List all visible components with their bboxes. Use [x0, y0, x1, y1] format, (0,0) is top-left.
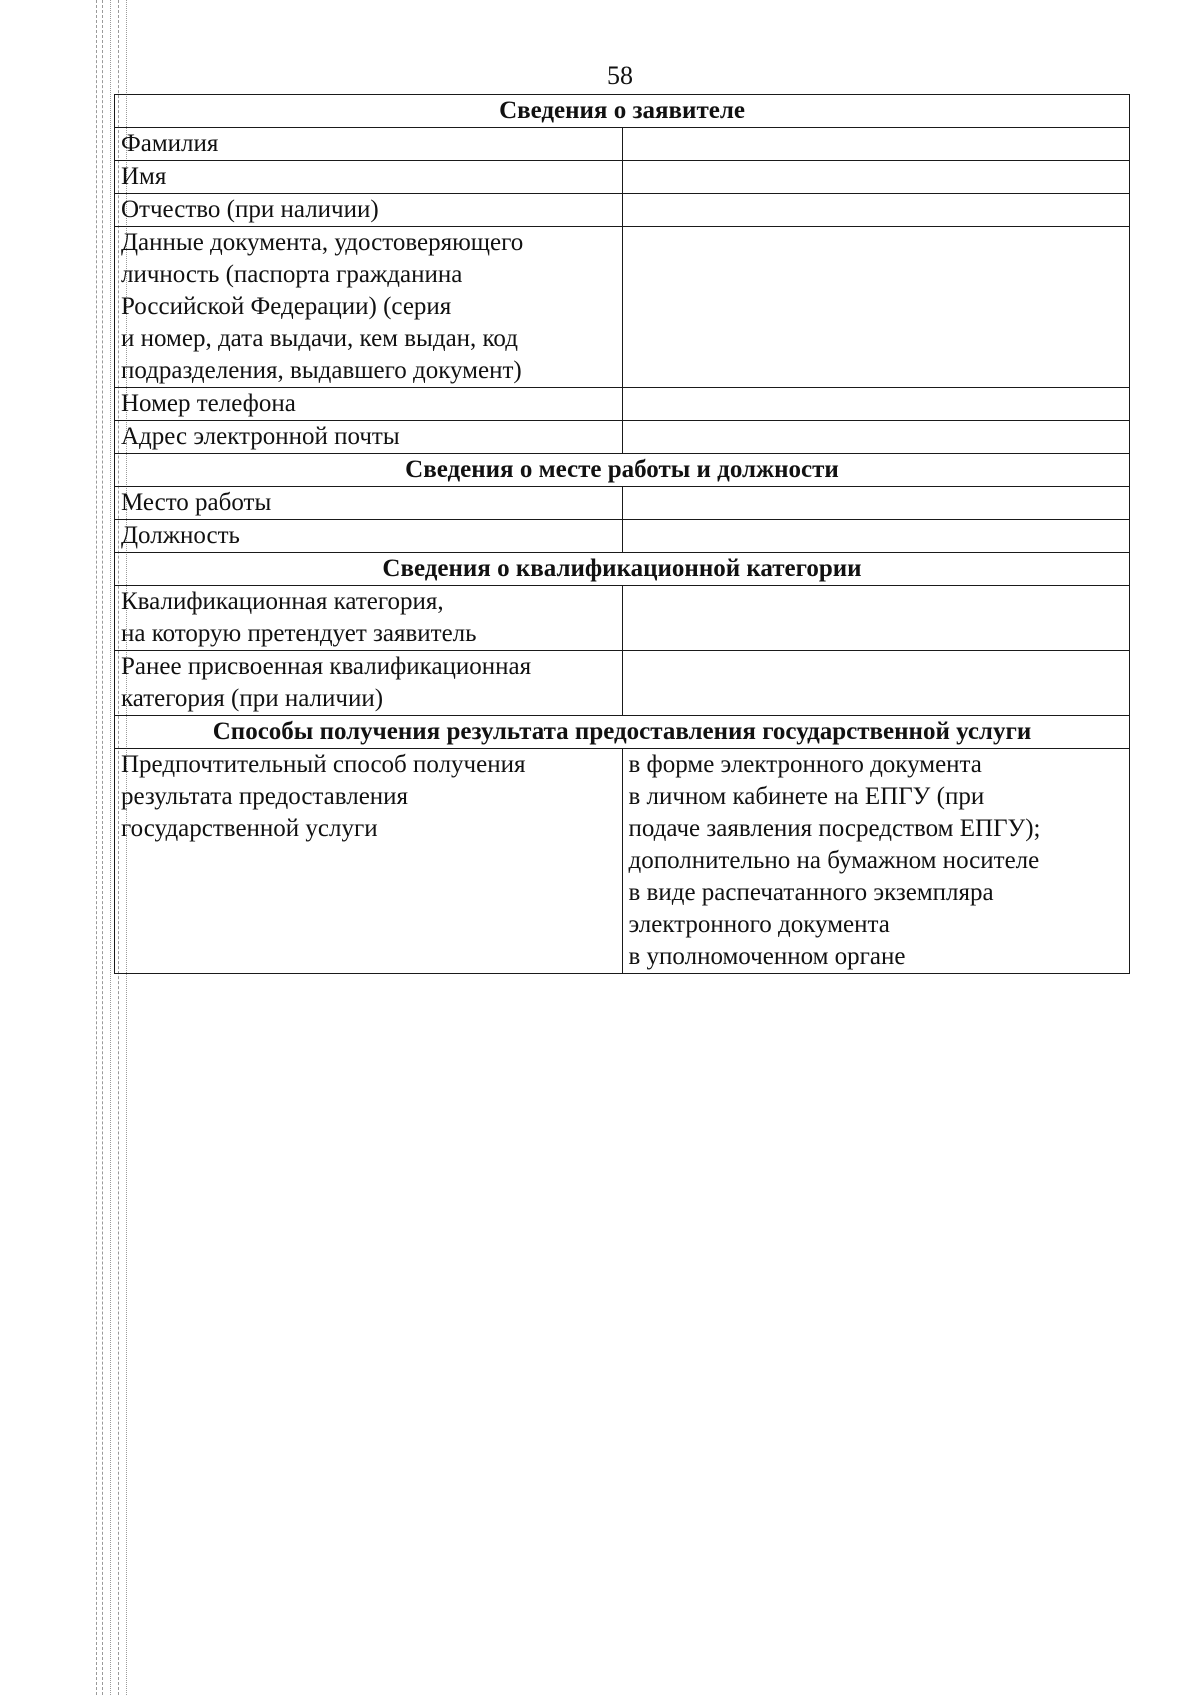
section-header-row — [115, 553, 1130, 586]
section-header-row — [115, 95, 1130, 128]
position-label: Должность — [115, 520, 623, 553]
form-row — [115, 161, 1130, 194]
email-value-field[interactable] — [622, 421, 1130, 454]
requested-category-value-field[interactable] — [622, 586, 1130, 651]
page-number: 58 — [607, 61, 633, 90]
form-row — [115, 421, 1130, 454]
preferred-method-label: Предпочтительный способ получения результата предоставления государственной услуги — [115, 749, 623, 974]
name-value-field[interactable] — [622, 161, 1130, 194]
patronymic-value-field[interactable] — [622, 194, 1130, 227]
section-header-qualification: Сведения о квалификационной категории — [115, 553, 1130, 586]
form-row — [115, 487, 1130, 520]
id-document-label: Данные документа, удостоверяющего личность (паспорта гражданина Российской Федерации) (серия и номер, дата выдачи, кем выдан, код подразделения, выдавшего документ) — [115, 227, 623, 388]
previous-category-value-field[interactable] — [622, 651, 1130, 716]
form-row — [115, 651, 1130, 716]
form-row — [115, 586, 1130, 651]
id-document-value-field[interactable] — [622, 227, 1130, 388]
section-header-result-delivery: Способы получения результата предоставления государственной услуги — [115, 716, 1130, 749]
section-header-applicant: Сведения о заявителе — [115, 95, 1130, 128]
application-form-table — [114, 94, 1130, 974]
form-row — [115, 194, 1130, 227]
form-row — [115, 227, 1130, 388]
form-row — [115, 388, 1130, 421]
name-label: Имя — [115, 161, 623, 194]
phone-label: Номер телефона — [115, 388, 623, 421]
requested-category-label: Квалификационная категория, на которую претендует заявитель — [115, 586, 623, 651]
form-row — [115, 749, 1130, 974]
preferred-method-value: в форме электронного документа в личном кабинете на ЕПГУ (при подаче заявления посредством ЕПГУ); дополнительно на бумажном носителе в виде распечатанного экземпляра электронного документа в уполномоченном органе — [622, 749, 1130, 974]
surname-label: Фамилия — [115, 128, 623, 161]
form-row — [115, 128, 1130, 161]
patronymic-label: Отчество (при наличии) — [115, 194, 623, 227]
phone-value-field[interactable] — [622, 388, 1130, 421]
workplace-value-field[interactable] — [622, 487, 1130, 520]
section-header-employment: Сведения о месте работы и должности — [115, 454, 1130, 487]
section-header-row — [115, 716, 1130, 749]
workplace-label: Место работы — [115, 487, 623, 520]
previous-category-label: Ранее присвоенная квалификационная категория (при наличии) — [115, 651, 623, 716]
surname-value-field[interactable] — [622, 128, 1130, 161]
email-label: Адрес электронной почты — [115, 421, 623, 454]
section-header-row — [115, 454, 1130, 487]
position-value-field[interactable] — [622, 520, 1130, 553]
form-row — [115, 520, 1130, 553]
